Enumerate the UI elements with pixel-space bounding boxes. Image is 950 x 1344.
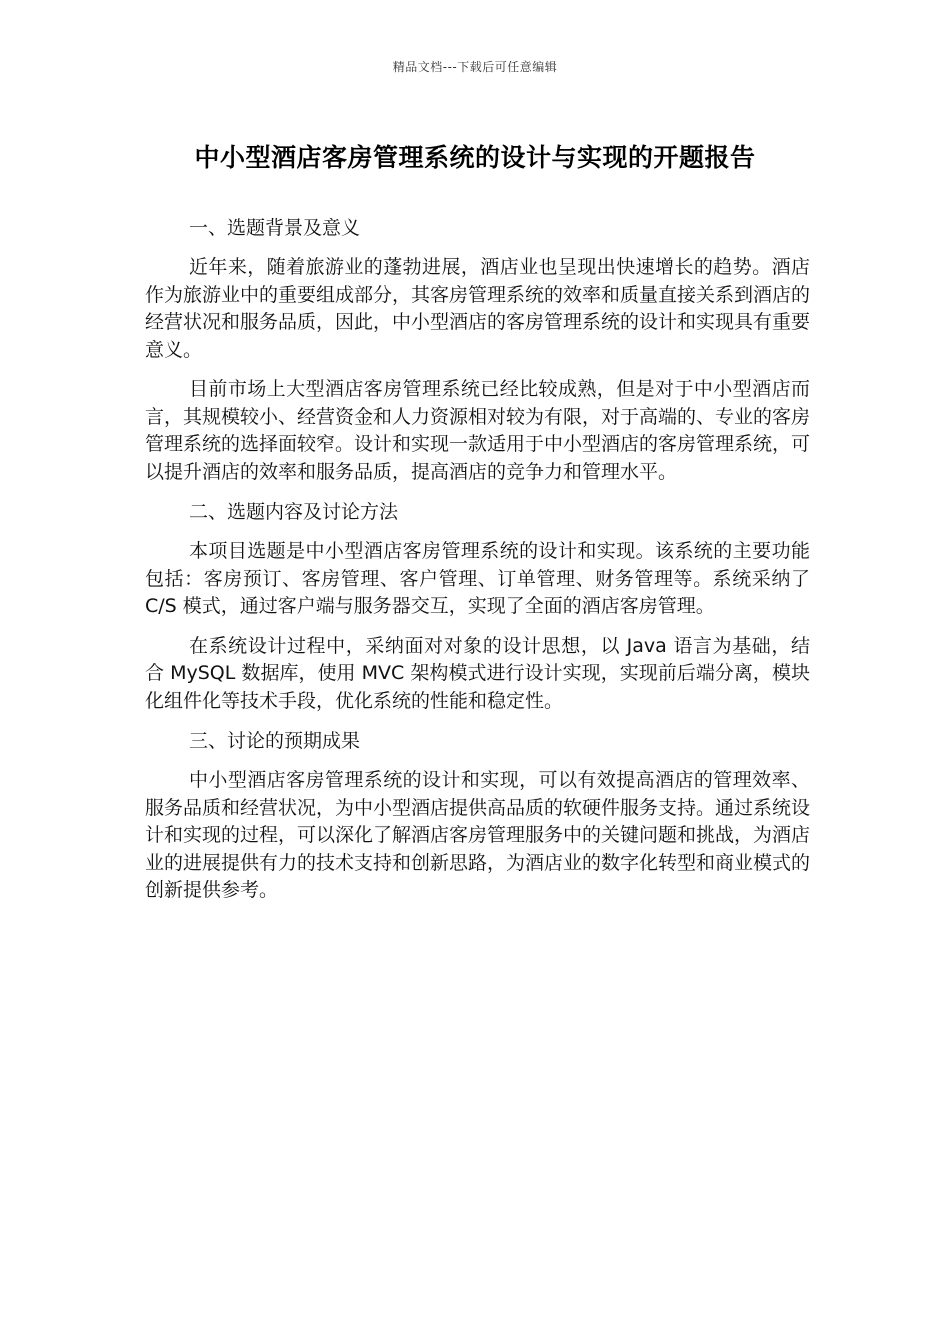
section-content-methods [145,498,810,715]
paragraph: 近年来，随着旅游业的蓬勃进展，酒店业也呈现出快速增长的趋势。酒店作为旅游业中的重要组成部分，其客房管理系统的效率和质量直接关系到酒店的经营状况和服务品质，因此，中小型酒店的客房管理系统的设计和实现具有重要意义。 [145,256,811,361]
paragraph: 本项目选题是中小型酒店客房管理系统的设计和实现。该系统的主要功能包括：客房预订、客房管理、客户管理、订单管理、财务管理等。系统采纳了 C/S 模式，通过客户端与服务器交互，实现了全面的酒店客房管理。 [145,540,810,617]
paragraph: 中小型酒店客房管理系统的设计和实现，可以有效提高酒店的管理效率、服务品质和经营状况，为中小型酒店提供高品质的软硬件服务支持。通过系统设计和实现的过程，可以深化了解酒店客房管理服务中的关键问题和挑战，为酒店业的进展提供有力的技术支持和创新思路，为酒店业的数字化转型和商业模式的创新提供参考。 [145,769,811,901]
paragraph: 在系统设计过程中，采纳面对对象的设计思想，以 Java 语言为基础，结合 MySQL 数据库，使用 MVC 架构模式进行设计实现，实现前后端分离，模块化组件化等技术手段，优化系统的性能和稳定性。 [145,634,810,712]
section-heading: 二、选题内容及讨论方法 [189,501,399,523]
header-note: 精品文档---下载后可任意编辑 [392,60,558,74]
section-heading: 三、讨论的预期成果 [189,730,361,752]
section-heading: 一、选题背景及意义 [189,217,361,239]
paragraph: 目前市场上大型酒店客房管理系统已经比较成熟，但是对于中小型酒店而言，其规模较小、经营资金和人力资源相对较为有限，对于高端的、专业的客房管理系统的选择面较窄。设计和实现一款适用于中小型酒店的客房管理系统，可以提升酒店的效率和服务品质，提高酒店的竞争力和管理水平。 [145,378,811,483]
document-body [145,214,810,917]
document-title: 中小型酒店客房管理系统的设计与实现的开题报告 [194,143,756,172]
section-expected-results [145,727,810,905]
section-background [145,214,810,486]
